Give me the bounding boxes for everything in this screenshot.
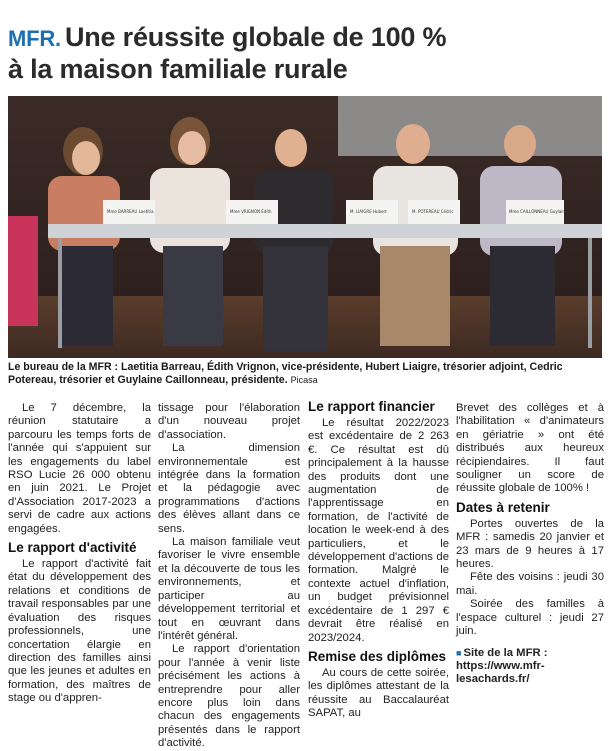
photo-illustration: [8, 96, 602, 358]
intro-paragraph: Le 7 décembre, la réunion statutaire a parcouru les temps forts de l'année qui s'appuient sur les engagements du label RSO Lucie 26 000 obtenu en juin 2021. Le Projet d'Association 2017-2023 a servi de cadre aux actions engagées.: [8, 402, 151, 535]
dates-paragraph-1: Portes ouvertes de la MFR : samedis 20 janvier et 23 mars de 9 heures à 17 heures.: [456, 517, 604, 571]
nameplate-4: M. POTEREAU Cédric: [412, 209, 454, 214]
headline-line-1: [8, 22, 608, 54]
caption-text: Le bureau de la MFR : Laetitia Barreau, Édith Vrignon, vice-présidente, Hubert Liaigre, trésorier adjoint, Cedric Potereau, trésorier et Guylaine Caillonneau, présidente.: [8, 361, 563, 386]
col2-paragraph-3: La maison familiale veut favoriser le vivre ensemble et la découverte de tous les environnements, et participer au développement territorial et tout en œuvrant dans l'intérêt général.: [158, 536, 300, 642]
section-heading-dates: Dates à retenir: [456, 499, 550, 515]
col4-paragraph-1: Brevet des collèges et à l'habilitation « d'animateurs en gériatrie » ont été distribués aux heureux récipiendaires. Il faut souligner un score de réussite globale de 100% !: [456, 402, 604, 495]
activite-paragraph: Le rapport d'activité fait état du développement des relations et conditions de travail responsables par une évaluation des risques professionnels, une concertation élargie en direction des familles ainsi que les jeunes et adultes en formation, des maîtres de stage ou d'appren-: [8, 558, 151, 705]
section-heading-activite: Le rapport d'activité: [8, 540, 137, 556]
site-url-link[interactable]: https://www.mfr-lesachards.fr/: [456, 659, 545, 686]
headline-title-2: à la maison familiale rurale: [8, 54, 348, 84]
nameplate-1: Mme BARREAU Laetitia: [107, 209, 154, 214]
headline: [8, 22, 608, 84]
nameplate-3: M. LIAIGRE Hubert: [350, 209, 387, 214]
nameplate-2: Mme VRIGNON Édith: [230, 209, 272, 214]
photo-caption: [8, 361, 604, 387]
chair: [8, 216, 38, 326]
article-photo: [8, 96, 602, 358]
site-label: Site de la MFR :: [463, 646, 548, 659]
financier-paragraph: Le résultat 2022/2023 est excédentaire de 2 263 €. Ce résultat est dû principalement à la hausse des produits dont une augmentation de l'apprentissage en formation, de l'activité de location le week-end à des particuliers, et le développement d'actions de formation. Malgré le contexte actuel d'inflation, un budget prévisionnel excédentaire de 1 297 € devrait être réalisé en 2023/2024.: [308, 417, 449, 644]
projection-screen: [338, 96, 602, 156]
article-column-2: [158, 402, 300, 751]
bullet-icon: ■: [456, 647, 462, 658]
diplomes-paragraph: Au cours de cette soirée, les diplômes attestant de la réussite au Baccalauréat SAPAT, au: [308, 666, 449, 720]
article-column-4: [456, 402, 604, 687]
headline-kicker: MFR.: [8, 26, 61, 51]
photo-credit: Picasa: [290, 375, 318, 385]
col2-paragraph-2: La dimension environnementale est intégrée dans la formation et la pédagogie avec programmations d'actions des élèves allant dans ce sens.: [158, 442, 300, 535]
headline-title-1: Une réussite globale de 100 %: [64, 22, 447, 52]
section-heading-financier: Le rapport financier: [308, 399, 435, 414]
table: [48, 224, 602, 238]
section-heading-diplomes: Remise des diplômes: [308, 648, 447, 664]
dates-paragraph-3: Soirée des familles à l'espace culturel : jeudi 27 juin.: [456, 598, 604, 638]
site-info: [456, 647, 604, 687]
nameplate-5: Mme CAILLONNEAU Guylaine: [509, 209, 568, 214]
col2-paragraph-4: Le rapport d'orientation pour l'année à venir liste précisément les actions à entreprendre pour aller encore plus loin dans chacun des engagements présentés dans le rapport d'activité.: [158, 643, 300, 750]
col2-paragraph-1: tissage pour l'élaboration d'un nouveau projet d'association.: [158, 402, 300, 441]
article-column-1: [8, 402, 151, 706]
dates-paragraph-2: Fête des voisins : jeudi 30 mai.: [456, 571, 604, 597]
